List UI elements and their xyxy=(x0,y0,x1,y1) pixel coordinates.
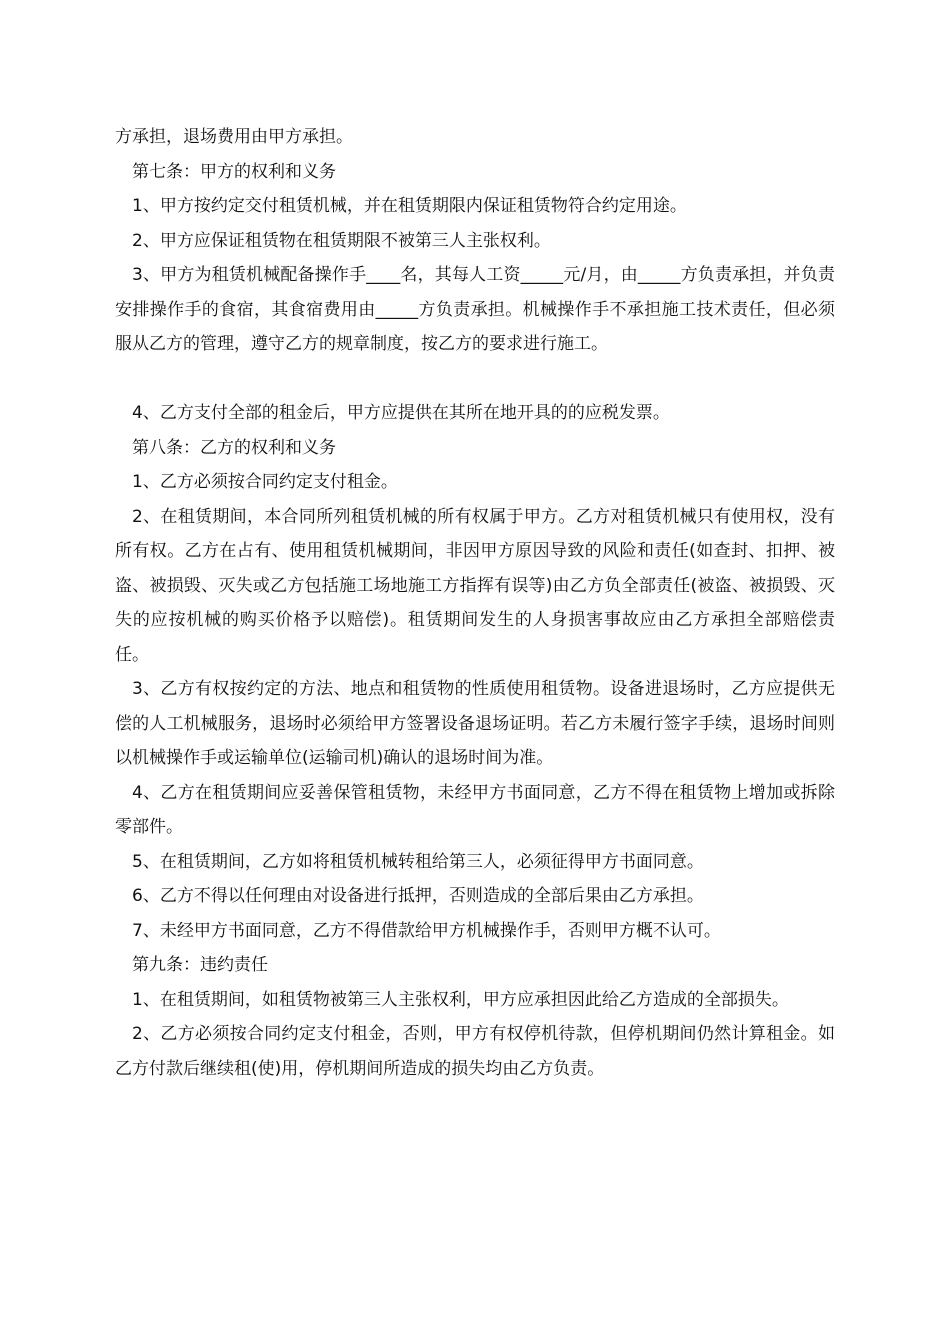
article-7-clause-1: 1、甲方按约定交付租赁机械，并在租赁期限内保证租赁物符合约定用途。 xyxy=(132,196,687,216)
article-8-clause-1: 1、乙方必须按合同约定支付租金。 xyxy=(132,472,398,492)
article-8-clause-7: 7、未经甲方书面同意，乙方不得借款给甲方机械操作手，否则甲方概不认可。 xyxy=(132,920,721,941)
article-8-clause-3: 3、乙方有权按约定的方法、地点和租赁物的性质使用租赁物。设备进退场时，乙方应提供无偿的人工机械服务，退场时必须给甲方签署设备退场证明。若乙方未履行签字手续，退场时间则以机械操作手或运输单位(运输司机)确认的退场时间为准。 xyxy=(115,679,835,768)
document-body xyxy=(115,120,835,1086)
article-8-clause-5: 5、在租赁期间，乙方如将租赁机械转租给第三人，必须征得甲方书面同意。 xyxy=(132,851,704,872)
article-7-heading: 第七条：甲方的权利和义务 xyxy=(132,161,336,182)
article-8-clause-4: 4、乙方在租赁期间应妥善保管租赁物，未经甲方书面同意，乙方不得在租赁物上增加或拆除零部件。 xyxy=(115,782,835,837)
article-9-clause-2: 2、乙方必须按合同约定支付租金，否则，甲方有权停机待款，但停机期间仍然计算租金。如乙方付款后继续租(使)用，停机期间所造成的损失均由乙方负责。 xyxy=(115,1024,835,1079)
article-8-heading: 第八条：乙方的权利和义务 xyxy=(132,437,336,458)
article-8-clause-2: 2、在租赁期间，本合同所列租赁机械的所有权属于甲方。乙方对租赁机械只有使用权，没有所有权。乙方在占有、使用租赁机械期间，非因甲方原因导致的风险和责任(如查封、扣押、被盗、被损毁、灭失或乙方包括施工场地施工方指挥有误等)由乙方负全部责任(被盗、被损毁、灭失的应按机械的购买价格予以赔偿)。租赁期间发生的人身损害事故应由乙方承担全部赔偿责任。 xyxy=(115,506,835,665)
paragraph-continuation: 方承担，退场费用由甲方承担。 xyxy=(115,127,353,147)
article-7-clause-2: 2、甲方应保证租赁物在租赁期限不被第三人主张权利。 xyxy=(132,230,551,251)
article-7-clause-3: 3、甲方为租赁机械配备操作手____名，其每人工资_____元/月，由_____方负责承担，并负责安排操作手的食宿，其食宿费用由_____方负责承担。机械操作手不承担施工技术责任，但必须服从乙方的管理，遵守乙方的规章制度，按乙方的要求进行施工。 xyxy=(115,265,835,354)
article-8-clause-6: 6、乙方不得以任何理由对设备进行抵押，否则造成的全部后果由乙方承担。 xyxy=(132,886,704,906)
article-9-clause-1: 1、在租赁期间，如租赁物被第三人主张权利，甲方应承担因此给乙方造成的全部损失。 xyxy=(132,989,789,1010)
paragraph-gap xyxy=(115,362,835,397)
article-9-heading: 第九条：违约责任 xyxy=(132,955,268,975)
article-7-clause-4: 4、乙方支付全部的租金后，甲方应提供在其所在地开具的的应税发票。 xyxy=(132,403,670,423)
